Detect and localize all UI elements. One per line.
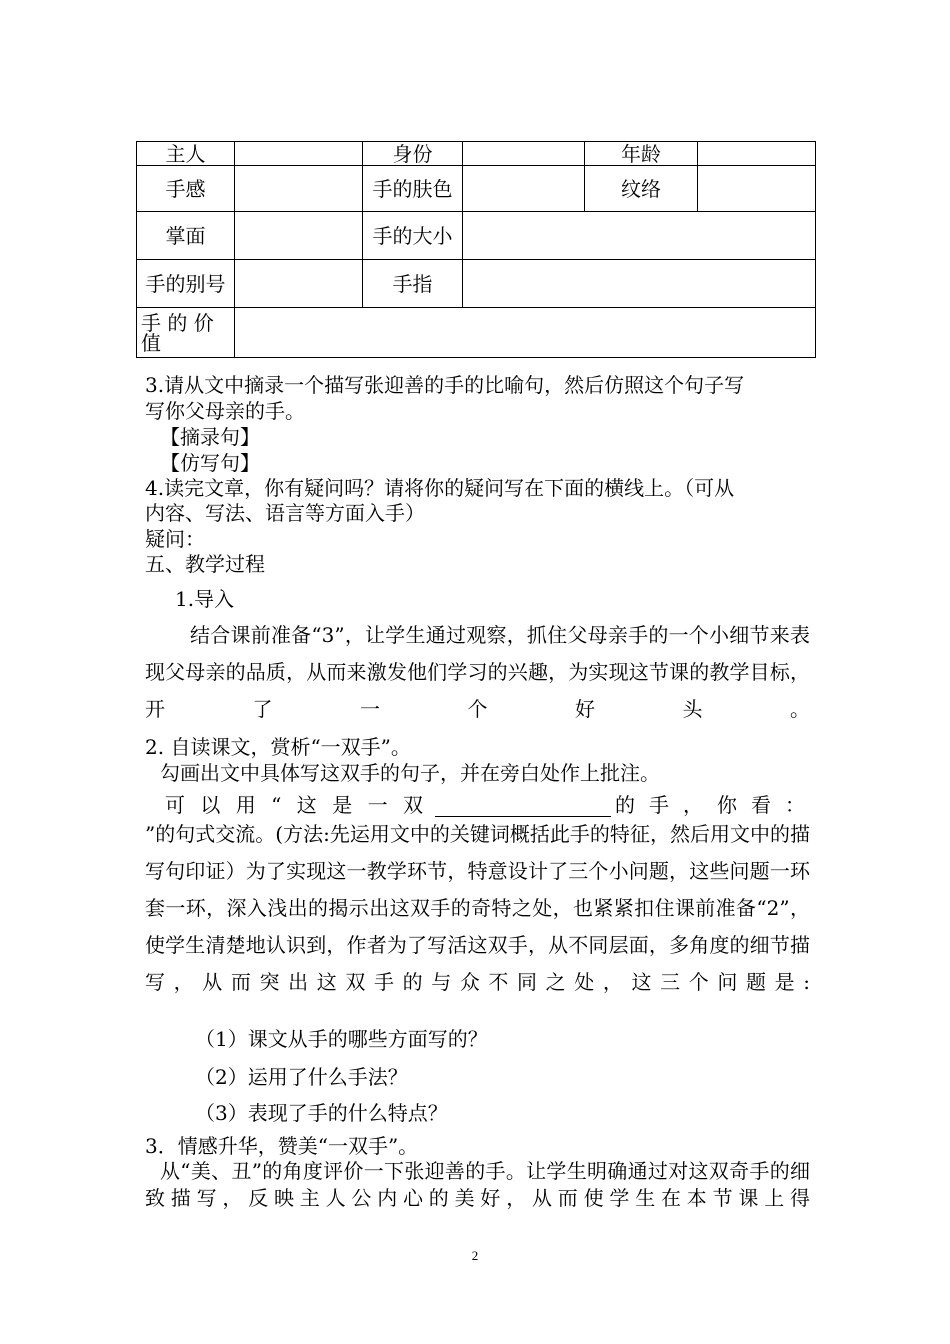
table-cell-feel-label: 手感	[137, 166, 235, 212]
table-cell-palm-label: 掌面	[137, 212, 235, 260]
table-cell-nickname-label: 手的别号	[137, 260, 235, 308]
step-1-title: 1.导入	[175, 587, 235, 611]
sub-question-1: （1）课文从手的哪些方面写的？	[195, 1027, 488, 1051]
imitate-label: 【仿写句】	[160, 451, 260, 475]
step-2-paragraph: ”的句式交流。(方法:先运用文中的关键词概括此手的特征，然后用文中的描写句印证）为了实现这一教学环节，特意设计了三个小问题，这些问题一环套一环，深入浅出的揭示出这双手的奇特之处，也紧紧扣住课前准备“2”，使学生清楚地认识到，作者为了写活这双手，从不同层面，多角度的细节描写，从而突出这双手的与众不同之处，这三个问题是:	[145, 822, 810, 994]
question-4-line-1: 4.读完文章，你有疑问吗？请将你的疑问写在下面的横线上。（可从	[145, 476, 735, 500]
table-cell-age-value[interactable]	[698, 142, 816, 166]
sub-question-3: （3）表现了手的什么特点？	[195, 1101, 448, 1125]
table-row	[137, 212, 816, 260]
table-row	[137, 308, 816, 358]
step-3-title: 3．情感升华，赞美“一双手”。	[145, 1134, 419, 1158]
pattern-right-text: 的手，你看：	[615, 793, 805, 817]
question-3-line-2: 写你父母亲的手。	[145, 399, 305, 423]
question-label: 疑问：	[145, 527, 205, 551]
pattern-left-text: 可以用“这是一双	[165, 793, 423, 817]
table-cell-owner-value[interactable]	[235, 142, 363, 166]
table-cell-identity-label: 身份	[363, 142, 463, 166]
table-cell-size-label: 手的大小	[363, 212, 463, 260]
table-cell-owner-label: 主人	[137, 142, 235, 166]
table-cell-value-label: 手 的 价 值	[137, 308, 235, 358]
step-1-paragraph: 结合课前准备“3”，让学生通过观察，抓住父母亲手的一个小细节来表现父母亲的品质，从而来激发他们学习的兴趣，为实现这节课的教学目标，开了一个好头。	[145, 623, 810, 721]
excerpt-label: 【摘录句】	[160, 425, 260, 449]
table-cell-age-label: 年龄	[585, 142, 698, 166]
table-cell-lines-value[interactable]	[698, 166, 816, 212]
step-2-title: 2. 自读课文，赏析“一双手”。	[145, 735, 411, 759]
pattern-line	[165, 793, 805, 817]
table-cell-identity-value[interactable]	[463, 142, 585, 166]
fill-blank[interactable]	[435, 794, 611, 817]
step-3-paragraph: 从“美、丑”的角度评价一下张迎善的手。让学生明确通过对这双奇手的细致描写，反映主人公内心的美好，从而使学生在本节课上得	[145, 1159, 810, 1210]
table-cell-size-value[interactable]	[463, 212, 816, 260]
table-cell-lines-label: 纹络	[585, 166, 698, 212]
step-2-instruction: 勾画出文中具体写这双手的句子，并在旁白处作上批注。	[160, 761, 660, 785]
page-number: 2	[471, 1248, 479, 1263]
table-row	[137, 142, 816, 166]
table-row	[137, 166, 816, 212]
table-row	[137, 260, 816, 308]
table-cell-palm-value[interactable]	[235, 212, 363, 260]
table-cell-nickname-value[interactable]	[235, 260, 363, 308]
table-cell-value-value[interactable]	[235, 308, 816, 358]
table-cell-feel-value[interactable]	[235, 166, 363, 212]
hand-info-table	[136, 141, 816, 358]
table-cell-skin-color-value[interactable]	[463, 166, 585, 212]
table-cell-fingers-value[interactable]	[463, 260, 816, 308]
question-4-line-2: 内容、写法、语言等方面入手）	[145, 501, 425, 525]
table-cell-fingers-label: 手指	[363, 260, 463, 308]
table-cell-skin-color-label: 手的肤色	[363, 166, 463, 212]
sub-question-2: （2）运用了什么手法？	[195, 1065, 408, 1089]
question-3-line-1: 3.请从文中摘录一个描写张迎善的手的比喻句，然后仿照这个句子写	[145, 373, 745, 397]
section-heading: 五、教学过程	[145, 552, 265, 576]
